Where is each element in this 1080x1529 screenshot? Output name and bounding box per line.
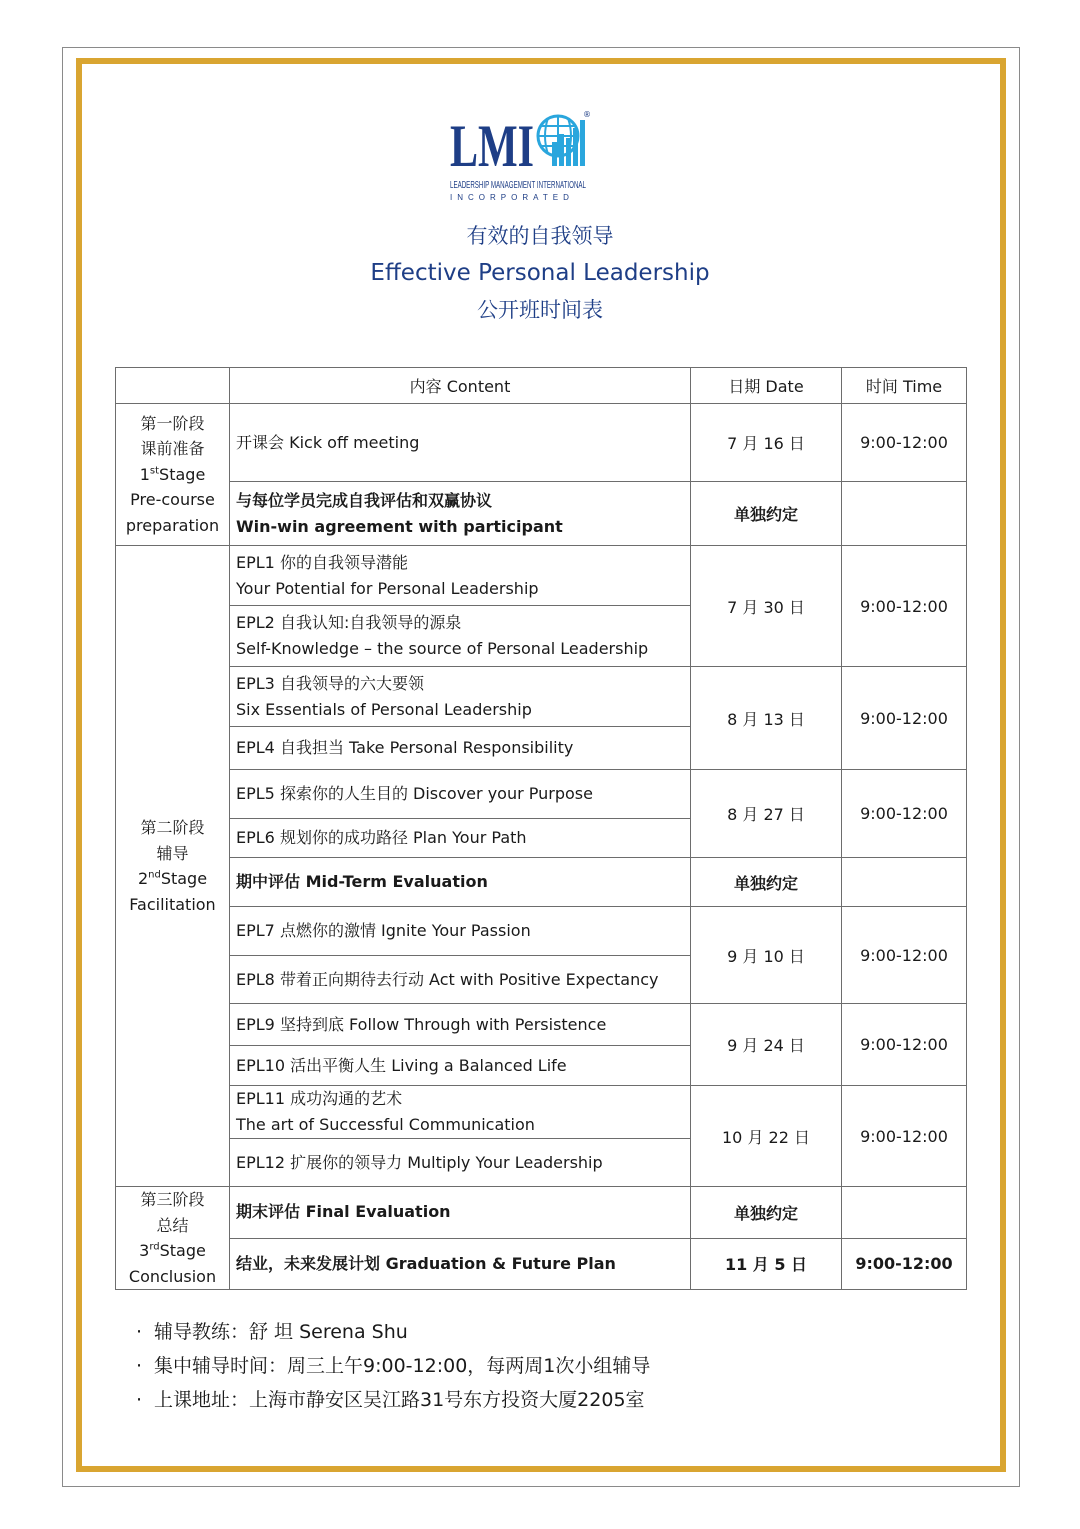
notes-list [136,1315,650,1417]
header-date: 日期 Date [691,368,842,404]
cell-time [842,1187,967,1239]
table-row [116,907,967,956]
cell-date: 9 月 24 日 [691,1004,842,1086]
note-time: · 集中辅导时间：周三上午9:00-12:00，每两周1次小组辅导 [136,1349,650,1383]
page-title [0,218,1080,328]
lmi-logo [448,108,590,204]
cell-time: 9:00-12:00 [842,1086,967,1187]
cell-content: EPL9 坚持到底 Follow Through with Persistence [230,1004,691,1046]
cell-content: EPL5 探索你的人生目的 Discover your Purpose [230,770,691,819]
stage2-num: 2ndStage [137,869,208,888]
cell-date: 单独约定 [691,858,842,907]
cell-content: EPL11 成功沟通的艺术 The art of Successful Communication [230,1086,691,1139]
stage1-label [116,404,230,546]
cell-time: 9:00-12:00 [842,1238,967,1290]
cell-date: 8 月 27 日 [691,770,842,858]
cell-content: 开课会 Kick off meeting [230,404,691,482]
table-row [116,482,967,546]
table-row [116,667,967,727]
cell-content: EPL12 扩展你的领导力 Multiply Your Leadership [230,1139,691,1187]
cell-time [842,858,967,907]
stage3-num: 3rdStage [139,1241,206,1260]
stage2-zh1: 第二阶段 [140,818,205,837]
title-subtitle: 公开班时间表 [477,298,603,322]
cell-time [842,482,967,546]
title-english: Effective Personal Leadership [370,260,710,286]
stage2-label [116,546,230,1187]
cell-date: 单独约定 [691,482,842,546]
stage1-zh1: 第一阶段 [140,413,205,433]
cell-time: 9:00-12:00 [842,1004,967,1086]
note-address: · 上课地址：上海市静安区吴江路31号东方投资大厦2205室 [136,1383,650,1417]
content-en: Win-win agreement with participant [236,516,563,536]
header-content: 内容 Content [230,368,691,404]
table-row [116,858,967,907]
title-chinese: 有效的自我领导 [466,224,614,248]
stage3-en1: Conclusion [128,1266,217,1286]
cell-time: 9:00-12:00 [842,907,967,1004]
cell-content: EPL1 你的自我领导潜能 Your Potential for Personal Leadership [230,546,691,606]
table-row [116,1238,967,1290]
content-zh: 与每位学员完成自我评估和双赢协议 [236,490,493,510]
cell-date: 7 月 16 日 [691,404,842,482]
stage1-num: 1stStage [139,464,206,484]
registered-mark: ® [583,110,591,119]
cell-date: 11 月 5 日 [691,1238,842,1290]
cell-time: 9:00-12:00 [842,770,967,858]
cell-time: 9:00-12:00 [842,404,967,482]
cell-content [230,482,691,546]
stage1-en2: preparation [125,515,220,535]
cell-content: 结业，未来发展计划 Graduation & Future Plan [230,1238,691,1290]
cell-content: EPL3 自我领导的六大要领 Six Essentials of Personal Leadership [230,667,691,727]
table-row [116,1187,967,1239]
bullet-icon: · [136,1321,143,1343]
table-row [116,404,967,482]
stage3-label [116,1187,230,1290]
stage3-zh1: 第三阶段 [140,1190,205,1209]
cell-content: EPL2 自我认知:自我领导的源泉 Self-Knowledge – the source of Personal Leadership [230,606,691,667]
cell-date: 9 月 10 日 [691,907,842,1004]
bullet-icon: · [136,1389,143,1411]
cell-content: EPL8 带着正向期待去行动 Act with Positive Expectancy [230,956,691,1004]
cell-time: 9:00-12:00 [842,667,967,770]
note-coach: · 辅导教练：舒 坦 Serena Shu [136,1315,650,1349]
table-row [116,1086,967,1139]
cell-content: EPL7 点燃你的激情 Ignite Your Passion [230,907,691,956]
table-header-row [116,368,967,404]
cell-content: EPL10 活出平衡人生 Living a Balanced Life [230,1046,691,1086]
table-row [116,770,967,819]
schedule-table [115,367,967,1290]
cell-content: EPL4 自我担当 Take Personal Responsibility [230,727,691,770]
bullet-icon: · [136,1355,143,1377]
cell-date: 7 月 30 日 [691,546,842,667]
cell-time: 9:00-12:00 [842,546,967,667]
cell-content: 期中评估 Mid-Term Evaluation [230,858,691,907]
cell-content: EPL6 规划你的成功路径 Plan Your Path [230,819,691,858]
stage1-en1: Pre-course [130,490,215,510]
stage2-zh2: 辅导 [156,843,189,863]
stage3-zh2: 总结 [156,1215,189,1235]
logo-line2: INCORPORATED [450,193,574,202]
header-time: 时间 Time [842,368,967,404]
cell-date: 单独约定 [691,1187,842,1239]
logo-line1: LEADERSHIP MANAGEMENT INTERNATIONAL [450,180,587,191]
cell-content: 期末评估 Final Evaluation [230,1187,691,1239]
globe-icon [538,116,585,166]
logo-wordmark: LMI [450,113,534,179]
cell-date: 8 月 13 日 [691,667,842,770]
table-row [116,546,967,606]
header-stage [116,368,230,404]
stage2-en1: Facilitation [129,894,216,914]
table-row [116,1004,967,1046]
cell-date: 10 月 22 日 [691,1086,842,1187]
stage1-zh2: 课前准备 [140,439,205,459]
